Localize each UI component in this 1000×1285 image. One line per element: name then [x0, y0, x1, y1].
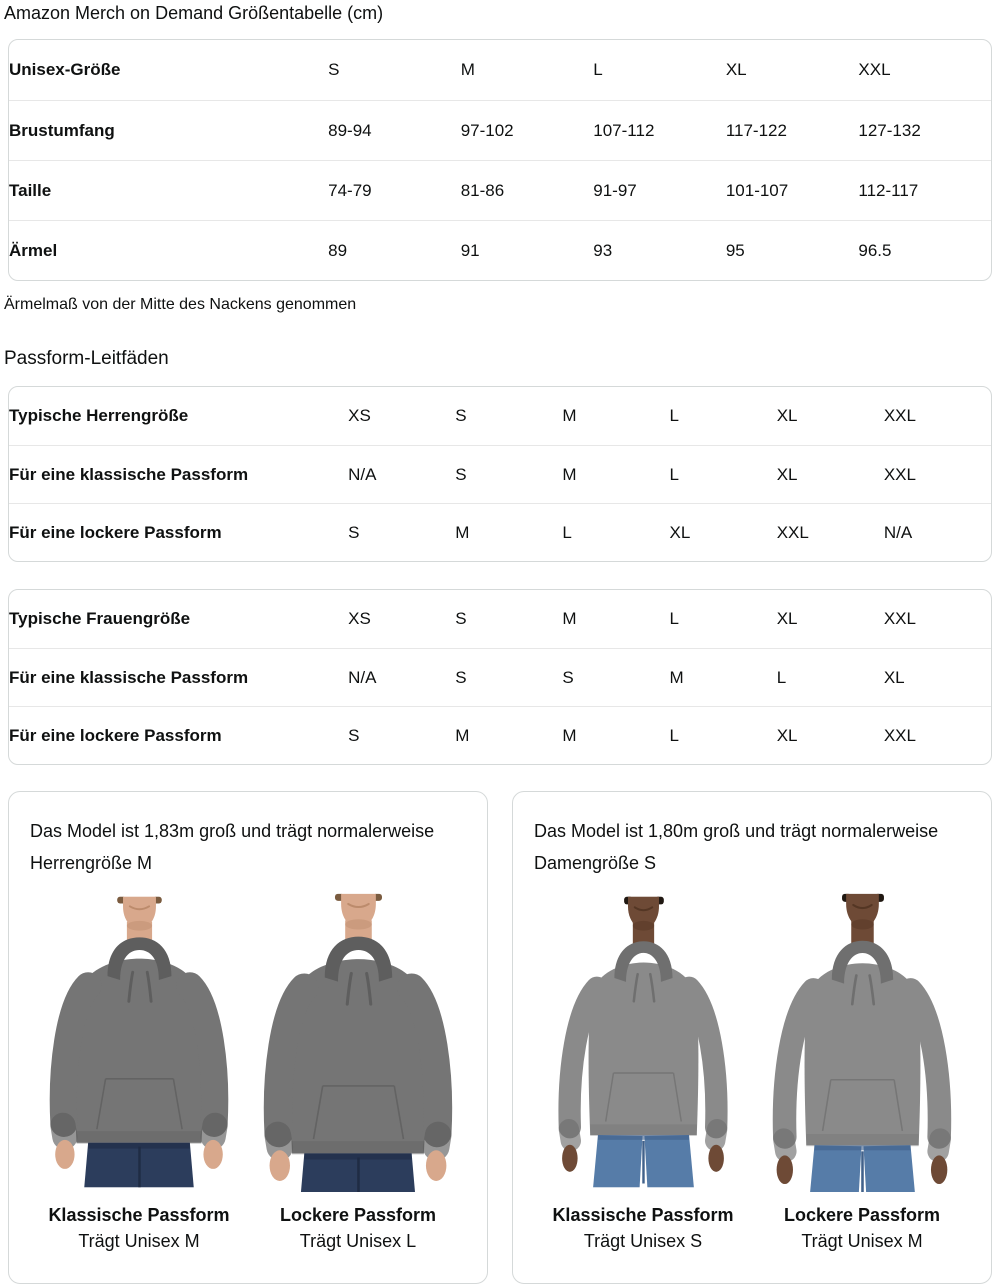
model-photo-female-classic [534, 892, 752, 1192]
hoodie-model-illustration [249, 892, 467, 1192]
size-cell: XL [670, 503, 777, 561]
fit-guides-heading: Passform-Leitfäden [4, 348, 169, 369]
size-caption: Trägt Unisex S [583, 1231, 703, 1251]
size-cell: S [348, 503, 455, 561]
size-cell: M [460, 60, 475, 79]
size-cell: M [562, 706, 669, 764]
size-cell: XXL [777, 503, 884, 561]
table-row [9, 445, 991, 503]
figure-caption [534, 1203, 752, 1256]
size-cell: M [562, 445, 669, 503]
size-cell: N/A [884, 503, 991, 561]
size-cell: L [670, 706, 777, 764]
size-cell: 127-132 [858, 100, 991, 160]
hoodie-model-illustration [30, 892, 248, 1192]
size-cell: L [562, 503, 669, 561]
size-cell: XXL [858, 60, 891, 79]
model-figure [30, 892, 248, 1256]
hoodie-model-illustration [753, 892, 971, 1192]
size-cell: 96.5 [858, 220, 991, 280]
hoodie-model-illustration [534, 892, 752, 1192]
size-cell: XL [884, 648, 991, 706]
table-row [9, 590, 991, 648]
row-label: Typische Frauengröße [9, 609, 191, 628]
row-label: Unisex-Größe [9, 60, 121, 79]
table-row [9, 387, 991, 445]
sleeve-note: Ärmelmaß von der Mitte des Nackens genommen [4, 296, 357, 313]
size-cell: XL [725, 60, 747, 79]
row-label: Für eine klassische Passform [9, 648, 348, 706]
size-caption: Trägt Unisex M [801, 1231, 923, 1251]
size-caption: Trägt Unisex L [299, 1231, 417, 1251]
size-cell: S [455, 609, 467, 628]
fit-caption: Klassische Passform [48, 1205, 230, 1225]
size-cell: 91 [461, 220, 594, 280]
size-cell: 91-97 [593, 160, 726, 220]
size-cell: M [455, 706, 562, 764]
size-cell: 89 [328, 220, 461, 280]
size-cell: S [562, 648, 669, 706]
model-description: Das Model ist 1,80m groß und trägt normalerweise Damengröße S [534, 821, 939, 873]
figure-caption [249, 1203, 467, 1256]
size-caption: Trägt Unisex M [78, 1231, 200, 1251]
fit-caption: Klassische Passform [552, 1205, 734, 1225]
row-label: Typische Herrengröße [9, 406, 189, 425]
size-cell: L [669, 609, 680, 628]
size-cell: XL [776, 609, 798, 628]
row-label: Brustumfang [9, 100, 328, 160]
size-cell: N/A [348, 648, 455, 706]
row-label: Für eine lockere Passform [9, 503, 348, 561]
table-row [9, 503, 991, 561]
size-cell: 97-102 [461, 100, 594, 160]
size-cell: XXL [884, 445, 991, 503]
size-cell: M [455, 503, 562, 561]
model-photo-male-loose [249, 892, 467, 1192]
fit-caption: Lockere Passform [783, 1205, 941, 1225]
size-cell: 89-94 [328, 100, 461, 160]
model-description: Das Model ist 1,83m groß und trägt normalerweise Herrengröße M [30, 821, 435, 873]
size-cell: XXL [883, 406, 916, 425]
size-cell: 81-86 [461, 160, 594, 220]
table-row [9, 40, 991, 100]
size-cell: S [455, 648, 562, 706]
table-row [9, 706, 991, 764]
figures-row [30, 892, 475, 1256]
row-label: Ärmel [9, 220, 328, 280]
size-cell: M [562, 406, 577, 425]
figures-row [534, 892, 979, 1256]
size-cell: XL [776, 406, 798, 425]
size-cell: N/A [348, 445, 455, 503]
size-cell: XXL [884, 706, 991, 764]
fit-caption: Lockere Passform [279, 1205, 437, 1225]
figure-caption [30, 1203, 248, 1256]
size-cell: S [328, 60, 340, 79]
size-cell: 95 [726, 220, 859, 280]
unisex-size-table [8, 39, 992, 281]
size-cell: 107-112 [593, 100, 726, 160]
size-cell: XL [777, 706, 884, 764]
model-figure [249, 892, 467, 1256]
model-figure [534, 892, 752, 1256]
model-cards [8, 791, 992, 1284]
model-figure [753, 892, 971, 1256]
row-label: Für eine lockere Passform [9, 706, 348, 764]
size-cell: S [455, 445, 562, 503]
row-label: Für eine klassische Passform [9, 445, 348, 503]
size-cell: XS [348, 406, 371, 425]
figure-caption [753, 1203, 971, 1256]
size-cell: L [593, 60, 603, 79]
size-cell: M [670, 648, 777, 706]
size-cell: 101-107 [726, 160, 859, 220]
size-cell: 93 [593, 220, 726, 280]
size-cell: S [455, 406, 467, 425]
mens-fit-table [8, 386, 992, 562]
table-row [9, 160, 991, 220]
model-photo-female-loose [753, 892, 971, 1192]
page-title: Amazon Merch on Demand Größentabelle (cm) [4, 3, 384, 23]
size-cell: 117-122 [726, 100, 859, 160]
table-row [9, 220, 991, 280]
female-model-card [512, 791, 992, 1284]
table-row [9, 648, 991, 706]
womens-fit-table [8, 589, 992, 765]
table-row [9, 100, 991, 160]
size-cell: XS [348, 609, 371, 628]
male-model-card [8, 791, 488, 1284]
size-cell: L [777, 648, 884, 706]
row-label: Taille [9, 160, 328, 220]
size-cell: L [669, 406, 680, 425]
size-cell: L [670, 445, 777, 503]
size-cell: XXL [883, 609, 916, 628]
size-cell: XL [777, 445, 884, 503]
size-cell: S [348, 706, 455, 764]
size-cell: 112-117 [858, 160, 991, 220]
model-photo-male-classic [30, 892, 248, 1192]
size-cell: M [562, 609, 577, 628]
size-cell: 74-79 [328, 160, 461, 220]
